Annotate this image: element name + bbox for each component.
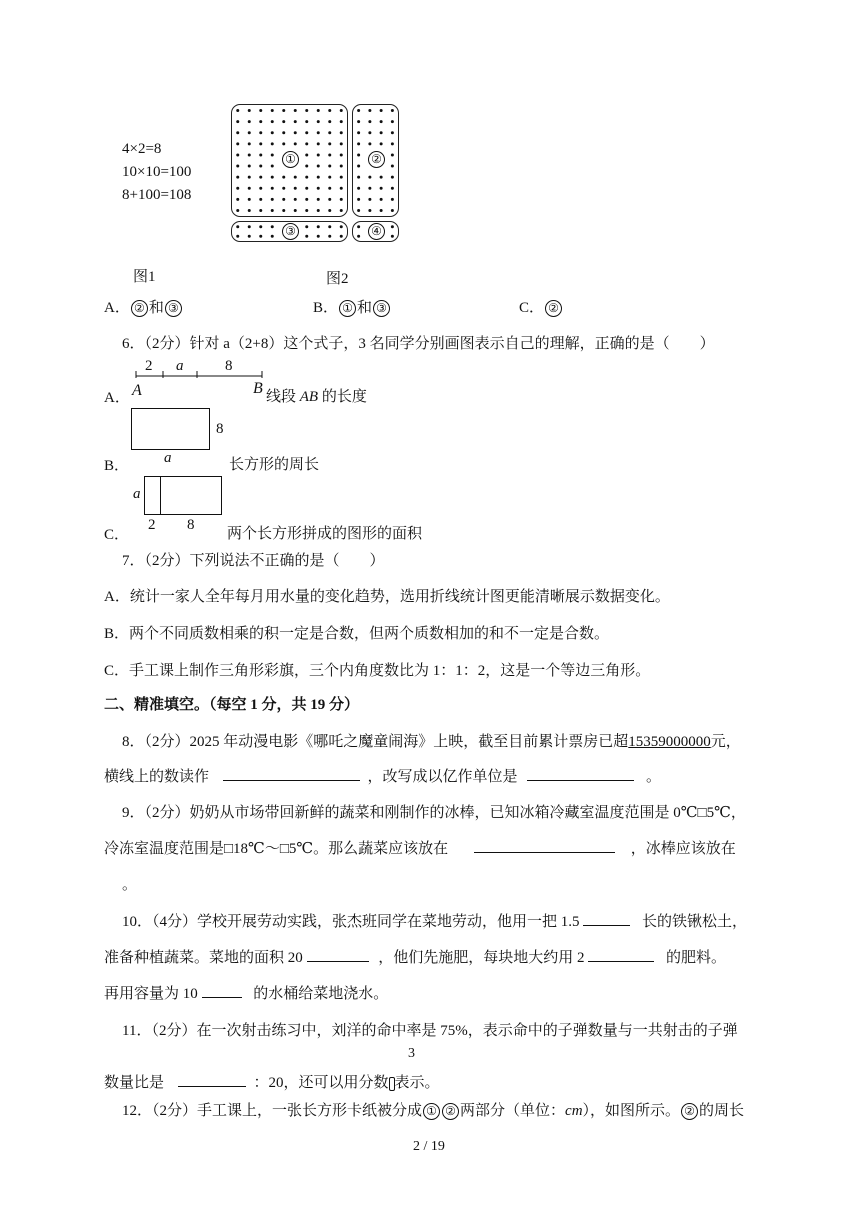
q10-blank-2[interactable] (307, 947, 369, 962)
panel-4 (352, 221, 399, 242)
rect-c-width-8: 8 (187, 517, 195, 533)
q12-line-1: 12．（2分）手工课上，一张长方形卡纸被分成 ① ② 两部分（单位：cm），如图所示。 ② 的周长 (122, 1103, 745, 1119)
q10-line-2: 准备种植蔬菜。菜地的面积 20 ，他们先施肥，每块地大约用 2 的肥料。 (104, 946, 726, 967)
segment-label-2: 2 (145, 358, 153, 374)
q11-line-1: 11．（2分）在一次射击练习中，刘洋的命中率是 75%，表示命中的子弹数量与一共射击的子弹 (122, 1023, 738, 1039)
point-b: B (253, 380, 263, 397)
q7-option-b: B．两个不同质数相乘的积一定是合数，但两个质数相加的和不一定是合数。 (104, 626, 610, 642)
q10-line-1: 10．（4分）学校开展劳动实践，张杰班同学在菜地劳动，他用一把 1.5 长的铁锹松土， (122, 910, 747, 931)
point-a: A (132, 382, 142, 399)
label-3: ③ (282, 223, 299, 240)
q8-blank-1[interactable] (223, 766, 360, 781)
q6-option-b-desc: 长方形的周长 (229, 457, 320, 473)
q7-option-c: C．手工课上制作三角形彩旗，三个内角度数比为 1：1：2，这是一个等边三角形。 (104, 663, 651, 679)
q6-option-c-letter: C． (104, 527, 130, 543)
q10-line-3: 再用容量为 10 的水桶给菜地浇水。 (104, 982, 388, 1003)
q6-stem: 6．（2分）针对 a（2+8）这个式子，3 名同学分别画图表示自己的理解，正确的是（ ） (122, 336, 715, 352)
q6-option-b-letter: B． (104, 458, 130, 474)
rect-side-8: 8 (216, 421, 224, 437)
q5-option-a: A． ② 和 ③ (104, 296, 183, 317)
q10-blank-4[interactable] (202, 983, 242, 998)
q9-line-2: 冷冻室温度范围是□18℃～□5℃。那么蔬菜应该放在 ，冰棒应该放在 (104, 837, 736, 858)
q9-line-3: 。 (122, 877, 138, 893)
segment-label-8: 8 (225, 358, 233, 374)
equation-2: 10×10=100 (122, 164, 192, 180)
label-1: ① (282, 151, 299, 168)
page-number: 2 / 19 (413, 1139, 445, 1154)
panel-3 (231, 221, 348, 242)
q6-option-a-desc: 线段 AB 的长度 (266, 389, 367, 405)
q7-option-a: A．统计一家人全年每月用水量的变化趋势，选用折线统计图更能清晰展示数据变化。 (104, 589, 670, 605)
caption-figure-1: 图1 (133, 269, 156, 285)
label-4: ④ (368, 223, 385, 240)
q9-line-1: 9．（2分）奶奶从市场带回新鲜的蔬菜和刚制作的冰棒，已知冰箱冷藏室温度范围是 0℃□5℃， (122, 805, 746, 821)
q9-blank-1[interactable] (474, 838, 615, 853)
segment-label-a: a (176, 358, 184, 374)
q8-blank-2[interactable] (527, 766, 634, 781)
q8-line-1: 8．（2分）2025 年动漫电影《哪吒之魔童闹海》上映，截至目前累计票房已超15359000000元， (122, 734, 741, 750)
q7-stem: 7．（2分）下列说法不正确的是（ ） (122, 553, 385, 569)
q5-option-b: B． ① 和 ③ (313, 296, 391, 317)
rect-side-a: a (164, 450, 172, 466)
label-2: ② (368, 151, 385, 168)
panel-1 (231, 104, 348, 217)
q11-fraction-numerator: 3 (408, 1046, 415, 1061)
equation-1: 4×2=8 (122, 141, 162, 157)
q10-blank-3[interactable] (588, 947, 654, 962)
rect-c-side-a: a (133, 486, 141, 502)
q8-line-2: 横线上的数读作 ，改写成以亿作单位是 。 (104, 765, 661, 786)
q10-blank-1[interactable] (583, 911, 630, 926)
q11-blank-1[interactable] (178, 1072, 246, 1087)
equation-3: 8+100=108 (122, 187, 192, 203)
q6-option-a-letter: A． (104, 390, 130, 406)
q11-line-2: 数量比是 ：20，还可以用分数 表示。 (104, 1071, 440, 1092)
panel-2 (352, 104, 399, 217)
q5-option-c: C． ② (519, 296, 563, 317)
q6-option-c-desc: 两个长方形拼成的图形的面积 (227, 526, 423, 542)
rectangle-diagram (131, 408, 210, 450)
combined-rectangle-diagram (144, 476, 222, 515)
section-2-heading: 二、精准填空。（每空 1 分，共 19 分） (104, 697, 360, 713)
rect-c-width-2: 2 (148, 517, 156, 533)
caption-figure-2: 图2 (326, 271, 349, 287)
